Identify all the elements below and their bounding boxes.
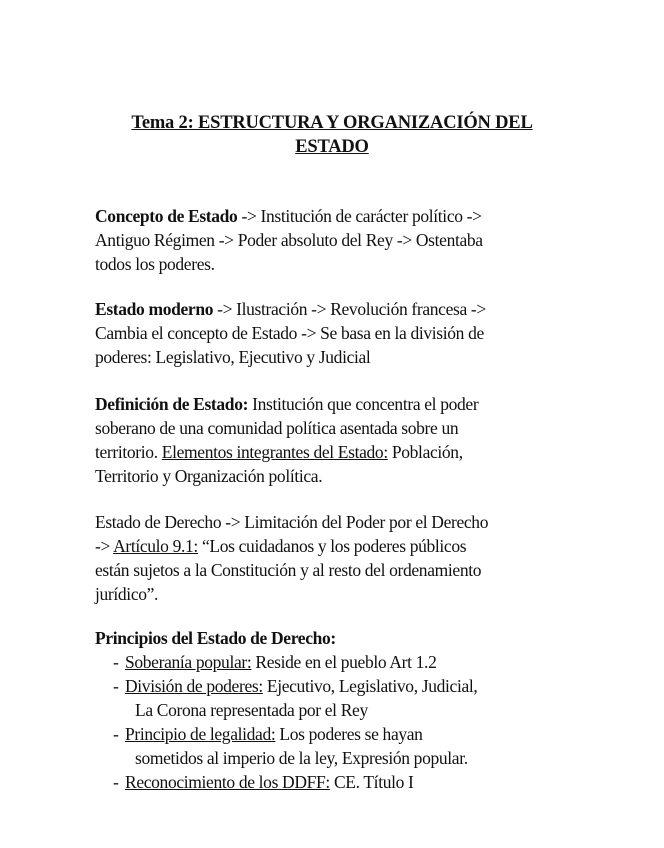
list-item-text: Los poderes se hayan — [275, 724, 423, 744]
list-dash: - — [113, 676, 119, 696]
list-dash: - — [113, 652, 119, 672]
derecho-text-a: Estado de Derecho -> Limitación del Poder por el Derecho — [95, 512, 489, 532]
paragraph-definicion-estado — [95, 392, 575, 488]
paragraph-concepto-estado — [95, 204, 575, 276]
paragraph-estado-derecho — [95, 510, 575, 606]
concepto-text-b: Antiguo Régimen -> Poder absoluto del Rey -> Ostentaba — [95, 230, 483, 250]
list-dash: - — [113, 724, 119, 744]
list-item-text: CE. Título I — [329, 772, 414, 792]
title-line-2: ESTADO — [295, 137, 369, 157]
list-item-continuation: La Corona representada por el Rey — [135, 700, 368, 720]
principios-heading: Principios del Estado de Derecho: — [95, 628, 336, 648]
moderno-text-c: poderes: Legislativo, Ejecutivo y Judicial — [95, 347, 371, 367]
derecho-text-c: están sujetos a la Constitución y al resto del ordenamiento — [95, 560, 482, 580]
term-estado-moderno: Estado moderno — [95, 299, 214, 319]
articulo-label: Artículo 9.1: — [113, 536, 198, 556]
concepto-text-a: -> Institución de carácter político -> — [237, 206, 482, 226]
definicion-text-c: territorio. — [95, 442, 162, 462]
document-title — [96, 111, 568, 159]
moderno-text-b: Cambia el concepto de Estado -> Se basa en la división de — [95, 323, 484, 343]
term-definicion-estado: Definición de Estado: — [95, 394, 249, 414]
definicion-text-b: soberano de una comunidad política asentada sobre un — [95, 418, 459, 438]
moderno-text-a: -> Ilustración -> Revolución francesa -> — [213, 299, 486, 319]
list-item — [113, 770, 573, 794]
paragraph-estado-moderno — [95, 297, 575, 369]
list-item — [113, 722, 573, 770]
derecho-arrow: -> — [95, 536, 114, 556]
list-item-continuation: sometidos al imperio de la ley, Expresión popular. — [135, 748, 468, 768]
elementos-text: Población, — [387, 442, 463, 462]
term-concepto-estado: Concepto de Estado — [95, 206, 238, 226]
derecho-text-d: jurídico”. — [95, 584, 159, 604]
list-dash: - — [113, 772, 119, 792]
definicion-text-a: Institución que concentra el poder — [248, 394, 479, 414]
principios-list — [113, 650, 573, 794]
list-item-label: Soberanía popular: — [125, 652, 252, 672]
concepto-text-c: todos los poderes. — [95, 254, 215, 274]
definicion-text-d: Territorio y Organización política. — [95, 466, 323, 486]
list-item-label: División de poderes: — [125, 676, 263, 696]
list-item — [113, 650, 573, 674]
derecho-text-b: “Los cuidadanos y los poderes públicos — [197, 536, 467, 556]
elementos-label: Elementos integrantes del Estado: — [161, 442, 388, 462]
list-item-label: Principio de legalidad: — [125, 724, 276, 744]
title-line-1: Tema 2: ESTRUCTURA Y ORGANIZACIÓN DEL — [131, 113, 533, 133]
list-item-text: Ejecutivo, Legislativo, Judicial, — [262, 676, 478, 696]
list-item — [113, 674, 573, 722]
list-item-text: Reside en el pueblo Art 1.2 — [251, 652, 437, 672]
list-item-label: Reconocimiento de los DDFF: — [125, 772, 330, 792]
